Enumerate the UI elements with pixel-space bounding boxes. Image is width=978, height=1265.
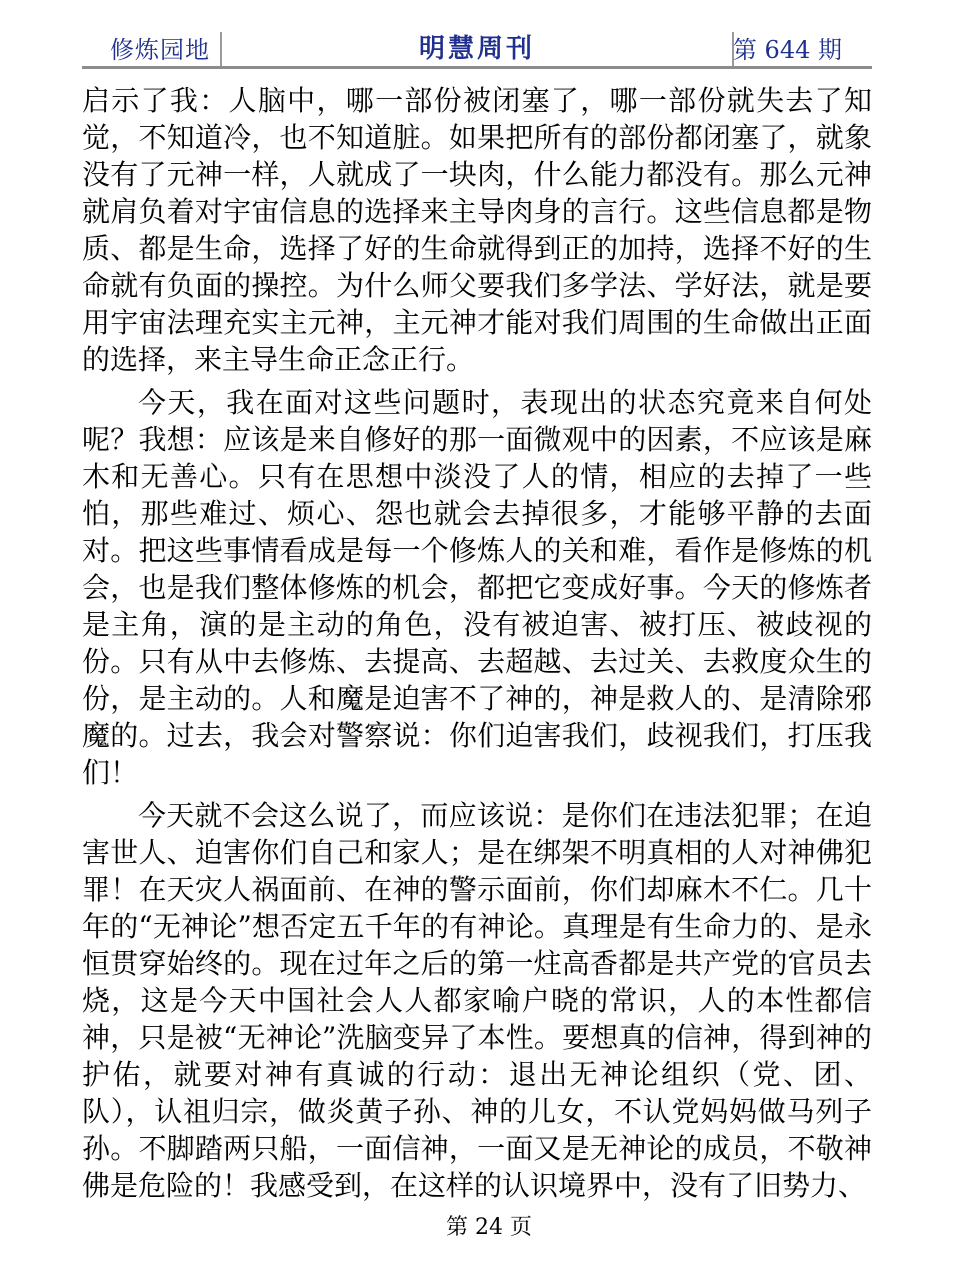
paragraph: 今天就不会这么说了，而应该说：是你们在违法犯罪；在迫害世人、迫害你们自己和家人；是在绑架不明真相的人对神佛犯罪！在天灾人祸面前、在神的警示面前，你们却麻木不仁。几十年的“无神论”想否定五千年的有神论。真理是有生命力的、是永恒贯穿始终的。现在过年之后的第一炷高香都是共产党的官员去烧，这是今天中国社会人人都家喻户晓的常识，人的本性都信神，只是被“无神论”洗脑变异了本性。要想真的信神，得到神的护佑，就要对神有真诚的行动：退出无神论组织（党、团、队），认祖归宗，做炎黄子孙、神的儿女，不认党妈妈做马列子孙。不脚踏两只船，一面信神，一面又是无神论的成员，不敬神佛是危险的！我感受到，在这样的认识境界中，没有了旧势力、 xyxy=(82,799,872,1202)
page-number: 第 24 页 xyxy=(446,1215,532,1240)
section-label: 修炼园地 xyxy=(110,36,210,64)
publication-title: 明慧周刊 xyxy=(418,34,535,64)
paragraph: 今天，我在面对这些问题时，表现出的状态究竟来自何处呢？我想：应该是来自修好的那一面微观中的因素，不应该是麻木和无善心。只有在思想中淡没了人的情，相应的去掉了一些怕，那些难过、烦心、怨也就会去掉很多，才能够平静的去面对。把这些事情看成是每一个修炼人的关和难，看作是修炼的机会，也是我们整体修炼的机会，都把它变成好事。今天的修炼者是主角，演的是主动的角色，没有被迫害、被打压、被歧视的份。只有从中去修炼、去提高、去超越、去过关、去救度众生的份，是主动的。人和魔是迫害不了神的，神是救人的、是清除邪魔的。过去，我会对警察说：你们迫害我们，歧视我们，打压我们！ xyxy=(82,386,872,789)
header-rule xyxy=(82,66,872,69)
page-header xyxy=(82,28,872,68)
article-body xyxy=(82,82,872,1210)
issue-number: 第 644 期 xyxy=(732,36,842,64)
paragraph: 启示了我：人脑中，哪一部份被闭塞了，哪一部份就失去了知觉，不知道冷，也不知道脏。如果把所有的部份都闭塞了，就象没有了元神一样，人就成了一块肉，什么能力都没有。那么元神就肩负着对宇宙信息的选择来主导肉身的言行。这些信息都是物质、都是生命，选择了好的生命就得到正的加持，选择不好的生命就有负面的操控。为什么师父要我们多学法、学好法，就是要用宇宙法理充实主元神，主元神才能对我们周围的生命做出正面的选择，来主导生命正念正行。 xyxy=(82,84,872,376)
